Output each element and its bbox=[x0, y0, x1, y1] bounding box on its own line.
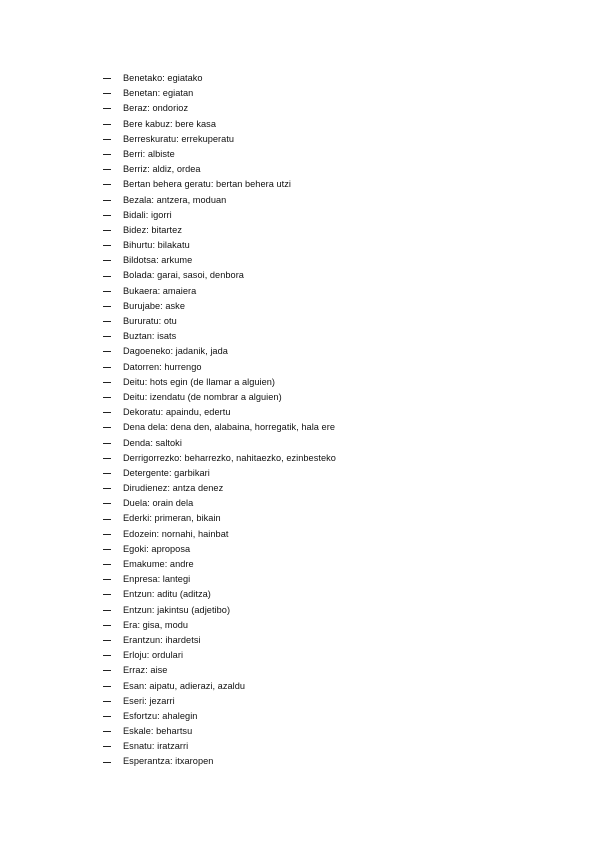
entry-text: Bolada: garai, sasoi, denbora bbox=[123, 270, 244, 281]
list-item bbox=[103, 284, 336, 299]
dash-bullet-icon bbox=[103, 655, 111, 656]
entry-text: Dagoeneko: jadanik, jada bbox=[123, 346, 228, 357]
list-item bbox=[103, 724, 336, 739]
entry-text: Bidez: bitartez bbox=[123, 224, 182, 235]
entry-text: Esnatu: iratzarri bbox=[123, 741, 189, 752]
dash-bullet-icon bbox=[103, 762, 111, 763]
dash-bullet-icon bbox=[103, 731, 111, 732]
entry-text: Benetan: egiatan bbox=[123, 88, 194, 99]
list-item bbox=[103, 162, 336, 177]
list-item bbox=[103, 177, 336, 192]
entry-text: Berriz: aldiz, ordea bbox=[123, 164, 201, 175]
list-item bbox=[103, 754, 336, 769]
list-item bbox=[103, 132, 336, 147]
entry-text: Bildotsa: arkume bbox=[123, 255, 193, 266]
entry-text: Eskale: behartsu bbox=[123, 726, 193, 737]
list-item bbox=[103, 694, 336, 709]
list-item bbox=[103, 451, 336, 466]
entry-text: Dekoratu: apaindu, edertu bbox=[123, 407, 231, 418]
dash-bullet-icon bbox=[103, 351, 111, 352]
dash-bullet-icon bbox=[103, 534, 111, 535]
dash-bullet-icon bbox=[103, 169, 111, 170]
list-item bbox=[103, 648, 336, 663]
entry-text: Berri: albiste bbox=[123, 148, 175, 159]
list-item bbox=[103, 71, 336, 86]
dash-bullet-icon bbox=[103, 610, 111, 611]
list-item bbox=[103, 663, 336, 678]
list-item bbox=[103, 466, 336, 481]
list-item bbox=[103, 481, 336, 496]
list-item bbox=[103, 633, 336, 648]
entry-text: Erraz: aise bbox=[123, 665, 168, 676]
dash-bullet-icon bbox=[103, 184, 111, 185]
dash-bullet-icon bbox=[103, 716, 111, 717]
dash-bullet-icon bbox=[103, 260, 111, 261]
vocabulary-list bbox=[103, 71, 336, 770]
entry-text: Derrigorrezko: beharrezko, nahitaezko, ezinbesteko bbox=[123, 452, 336, 463]
dash-bullet-icon bbox=[103, 640, 111, 641]
list-item bbox=[103, 329, 336, 344]
entry-text: Egoki: aproposa bbox=[123, 543, 191, 554]
list-item bbox=[103, 117, 336, 132]
entry-text: Deitu: hots egin (de llamar a alguien) bbox=[123, 376, 276, 387]
entry-text: Bere kabuz: bere kasa bbox=[123, 118, 216, 129]
dash-bullet-icon bbox=[103, 519, 111, 520]
entry-text: Bezala: antzera, moduan bbox=[123, 194, 227, 205]
dash-bullet-icon bbox=[103, 427, 111, 428]
list-item bbox=[103, 147, 336, 162]
list-item bbox=[103, 587, 336, 602]
entry-text: Era: gisa, modu bbox=[123, 619, 189, 630]
dash-bullet-icon bbox=[103, 230, 111, 231]
entry-text: Esperantza: itxaropen bbox=[123, 756, 214, 767]
entry-text: Eseri: jezarri bbox=[123, 695, 175, 706]
dash-bullet-icon bbox=[103, 245, 111, 246]
dash-bullet-icon bbox=[103, 746, 111, 747]
entry-text: Dirudienez: antza denez bbox=[123, 483, 224, 494]
entry-text: Bihurtu: bilakatu bbox=[123, 240, 190, 251]
entry-text: Bukaera: amaiera bbox=[123, 285, 197, 296]
list-item bbox=[103, 86, 336, 101]
list-item bbox=[103, 253, 336, 268]
list-item bbox=[103, 436, 336, 451]
entry-text: Bidali: igorri bbox=[123, 209, 172, 220]
entry-text: Beraz: ondorioz bbox=[123, 103, 189, 114]
dash-bullet-icon bbox=[103, 686, 111, 687]
dash-bullet-icon bbox=[103, 701, 111, 702]
list-item bbox=[103, 511, 336, 526]
entry-text: Dena dela: dena den, alabaina, horregatik, hala ere bbox=[123, 422, 335, 433]
dash-bullet-icon bbox=[103, 473, 111, 474]
list-item bbox=[103, 603, 336, 618]
entry-text: Erloju: ordulari bbox=[123, 650, 184, 661]
dash-bullet-icon bbox=[103, 93, 111, 94]
list-item bbox=[103, 709, 336, 724]
dash-bullet-icon bbox=[103, 458, 111, 459]
list-item bbox=[103, 679, 336, 694]
dash-bullet-icon bbox=[103, 336, 111, 337]
dash-bullet-icon bbox=[103, 321, 111, 322]
entry-text: Ederki: primeran, bikain bbox=[123, 513, 221, 524]
list-item bbox=[103, 299, 336, 314]
dash-bullet-icon bbox=[103, 670, 111, 671]
entry-text: Datorren: hurrengo bbox=[123, 361, 202, 372]
dash-bullet-icon bbox=[103, 108, 111, 109]
dash-bullet-icon bbox=[103, 503, 111, 504]
list-item bbox=[103, 268, 336, 283]
dash-bullet-icon bbox=[103, 78, 111, 79]
dash-bullet-icon bbox=[103, 443, 111, 444]
dash-bullet-icon bbox=[103, 215, 111, 216]
dash-bullet-icon bbox=[103, 139, 111, 140]
dash-bullet-icon bbox=[103, 124, 111, 125]
list-item bbox=[103, 360, 336, 375]
entry-text: Burujabe: aske bbox=[123, 300, 185, 311]
dash-bullet-icon bbox=[103, 397, 111, 398]
dash-bullet-icon bbox=[103, 564, 111, 565]
entry-text: Buztan: isats bbox=[123, 331, 177, 342]
list-item bbox=[103, 223, 336, 238]
list-item bbox=[103, 375, 336, 390]
list-item bbox=[103, 739, 336, 754]
dash-bullet-icon bbox=[103, 154, 111, 155]
entry-text: Benetako: egiatako bbox=[123, 73, 203, 83]
entry-text: Bururatu: otu bbox=[123, 316, 177, 326]
list-item bbox=[103, 344, 336, 359]
entry-text: Detergente: garbikari bbox=[123, 467, 210, 478]
list-item bbox=[103, 101, 336, 116]
entry-text: Entzun: jakintsu (adjetibo) bbox=[123, 604, 231, 615]
list-item bbox=[103, 208, 336, 223]
list-item bbox=[103, 420, 336, 435]
dash-bullet-icon bbox=[103, 200, 111, 201]
entry-text: Berreskuratu: errekuperatu bbox=[123, 133, 235, 144]
entry-text: Duela: orain dela bbox=[123, 498, 194, 509]
entry-text: Entzun: aditu (aditza) bbox=[123, 589, 211, 600]
list-item bbox=[103, 314, 336, 329]
dash-bullet-icon bbox=[103, 488, 111, 489]
entry-text: Edozein: nornahi, hainbat bbox=[123, 528, 229, 539]
dash-bullet-icon bbox=[103, 306, 111, 307]
list-item bbox=[103, 572, 336, 587]
list-item bbox=[103, 193, 336, 208]
dash-bullet-icon bbox=[103, 594, 111, 595]
entry-text: Deitu: izendatu (de nombrar a alguien) bbox=[123, 391, 282, 402]
list-item bbox=[103, 405, 336, 420]
list-item bbox=[103, 618, 336, 633]
list-item bbox=[103, 527, 336, 542]
dash-bullet-icon bbox=[103, 412, 111, 413]
list-item bbox=[103, 557, 336, 572]
dash-bullet-icon bbox=[103, 291, 111, 292]
dash-bullet-icon bbox=[103, 549, 111, 550]
dash-bullet-icon bbox=[103, 382, 111, 383]
entry-text: Esan: aipatu, adierazi, azaldu bbox=[123, 680, 246, 691]
dash-bullet-icon bbox=[103, 579, 111, 580]
entry-text: Esfortzu: ahalegin bbox=[123, 710, 198, 721]
entry-text: Erantzun: ihardetsi bbox=[123, 634, 201, 645]
list-item bbox=[103, 496, 336, 511]
list-item bbox=[103, 238, 336, 253]
entry-text: Enpresa: lantegi bbox=[123, 574, 191, 585]
entry-text: Bertan behera geratu: bertan behera utzi bbox=[123, 179, 291, 190]
entry-text: Emakume: andre bbox=[123, 559, 194, 569]
dash-bullet-icon bbox=[103, 367, 111, 368]
list-item bbox=[103, 390, 336, 405]
dash-bullet-icon bbox=[103, 625, 111, 626]
entry-text: Denda: saltoki bbox=[123, 437, 182, 448]
dash-bullet-icon bbox=[103, 276, 111, 277]
list-item bbox=[103, 542, 336, 557]
